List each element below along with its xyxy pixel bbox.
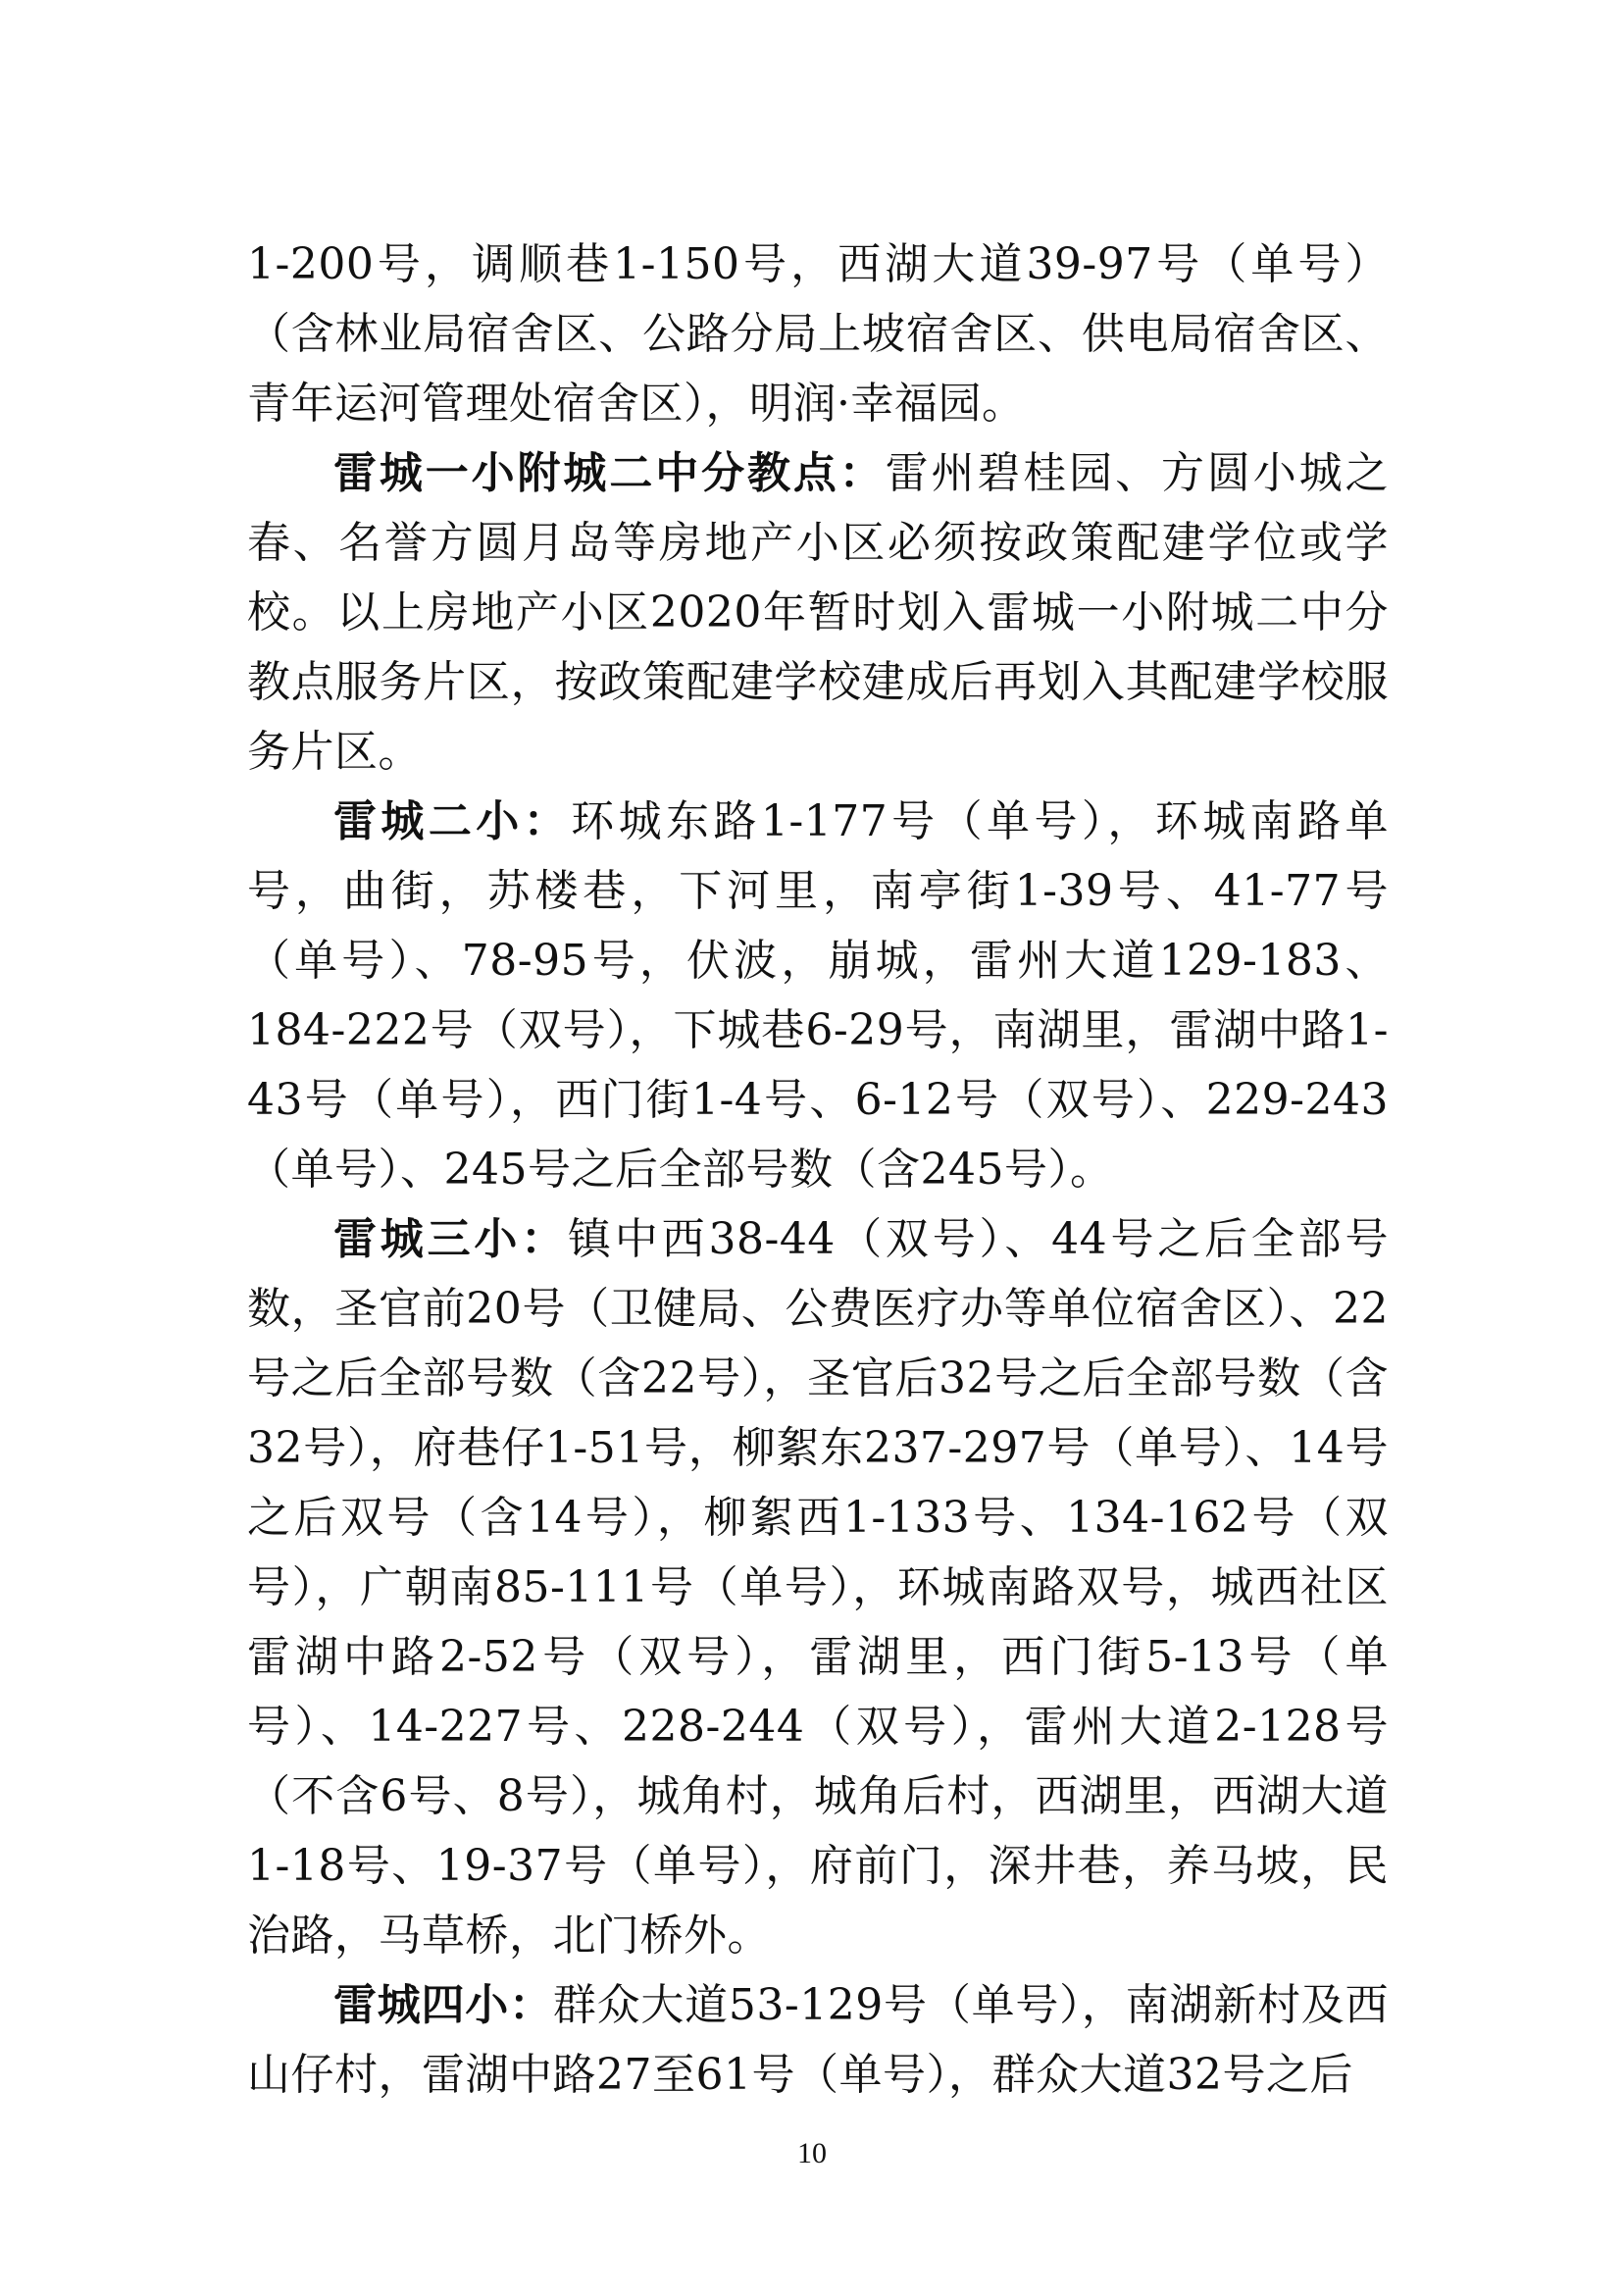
- paragraph-leicheng-sanxiao: [247, 1204, 1389, 1970]
- paragraph-text: 雷州碧桂园、方圆小城之春、名誉方圆月岛等房地产小区必须按政策配建学位或学校。以上房地产小区2020年暂时划入雷城一小附城二中分教点服务片区，按政策配建学校建成后再划入其配建学校服务片区。: [247, 448, 1390, 777]
- paragraph-text: 1-200号，调顺巷1-150号，西湖大道39-97号（单号）（含林业局宿舍区、公路分局上坡宿舍区、供电局宿舍区、青年运河管理处宿舍区），明润·幸福园。: [247, 239, 1389, 429]
- paragraph-leicheng-sixiao: [247, 1970, 1389, 2110]
- paragraph-leicheng-erxiao: [247, 787, 1389, 1204]
- paragraph-lead: 雷城三小：: [333, 1214, 569, 1264]
- paragraph-text: 镇中西38-44（双号）、44号之后全部号数，圣官前20号（卫健局、公费医疗办等单位宿舍区）、22号之后全部号数（含22号），圣官后32号之后全部号数（含32号），府巷仔1-51号，柳絮东237-297号（单号）、14号之后双号（含14号），柳絮西1-133号、134-162号（双号），广朝南85-111号（单号），环城南路双号，城西社区雷湖中路2-52号（双号），雷湖里，西门街5-13号（单号）、14-227号、228-244（双号），雷州大道2-128号（不含6号、8号），城角村，城角后村，西湖里，西湖大道1-18号、19-37号（单号），府前门，深井巷，养马坡，民治路，马草桥，北门桥外。: [247, 1214, 1389, 1961]
- paragraph-continued: [247, 229, 1389, 438]
- paragraph-text: 环城东路1-177号（单号），环城南路单号，曲街，苏楼巷，下河里，南亭街1-39号、41-77号（单号）、78-95号，伏波，崩城，雷州大道129-183、184-222号（双号），下城巷6-29号，南湖里，雷湖中路1-43号（单号），西门街1-4号、6-12号（双号）、229-243（单号）、245号之后全部号数（含245号）。: [247, 796, 1390, 1195]
- document-body: [247, 229, 1389, 2110]
- paragraph-lead: 雷城二小：: [333, 796, 572, 846]
- paragraph-lead: 雷城一小附城二中分教点：: [333, 448, 886, 498]
- paragraph-leicheng-yixiao-fenjiaodian: [247, 438, 1389, 787]
- page-number: 10: [797, 2137, 827, 2169]
- paragraph-text: 群众大道53-129号（单号），南湖新村及西山仔村，雷湖中路27至61号（单号），群众大道32号之后: [247, 1980, 1390, 2100]
- paragraph-lead: 雷城四小：: [333, 1980, 553, 2030]
